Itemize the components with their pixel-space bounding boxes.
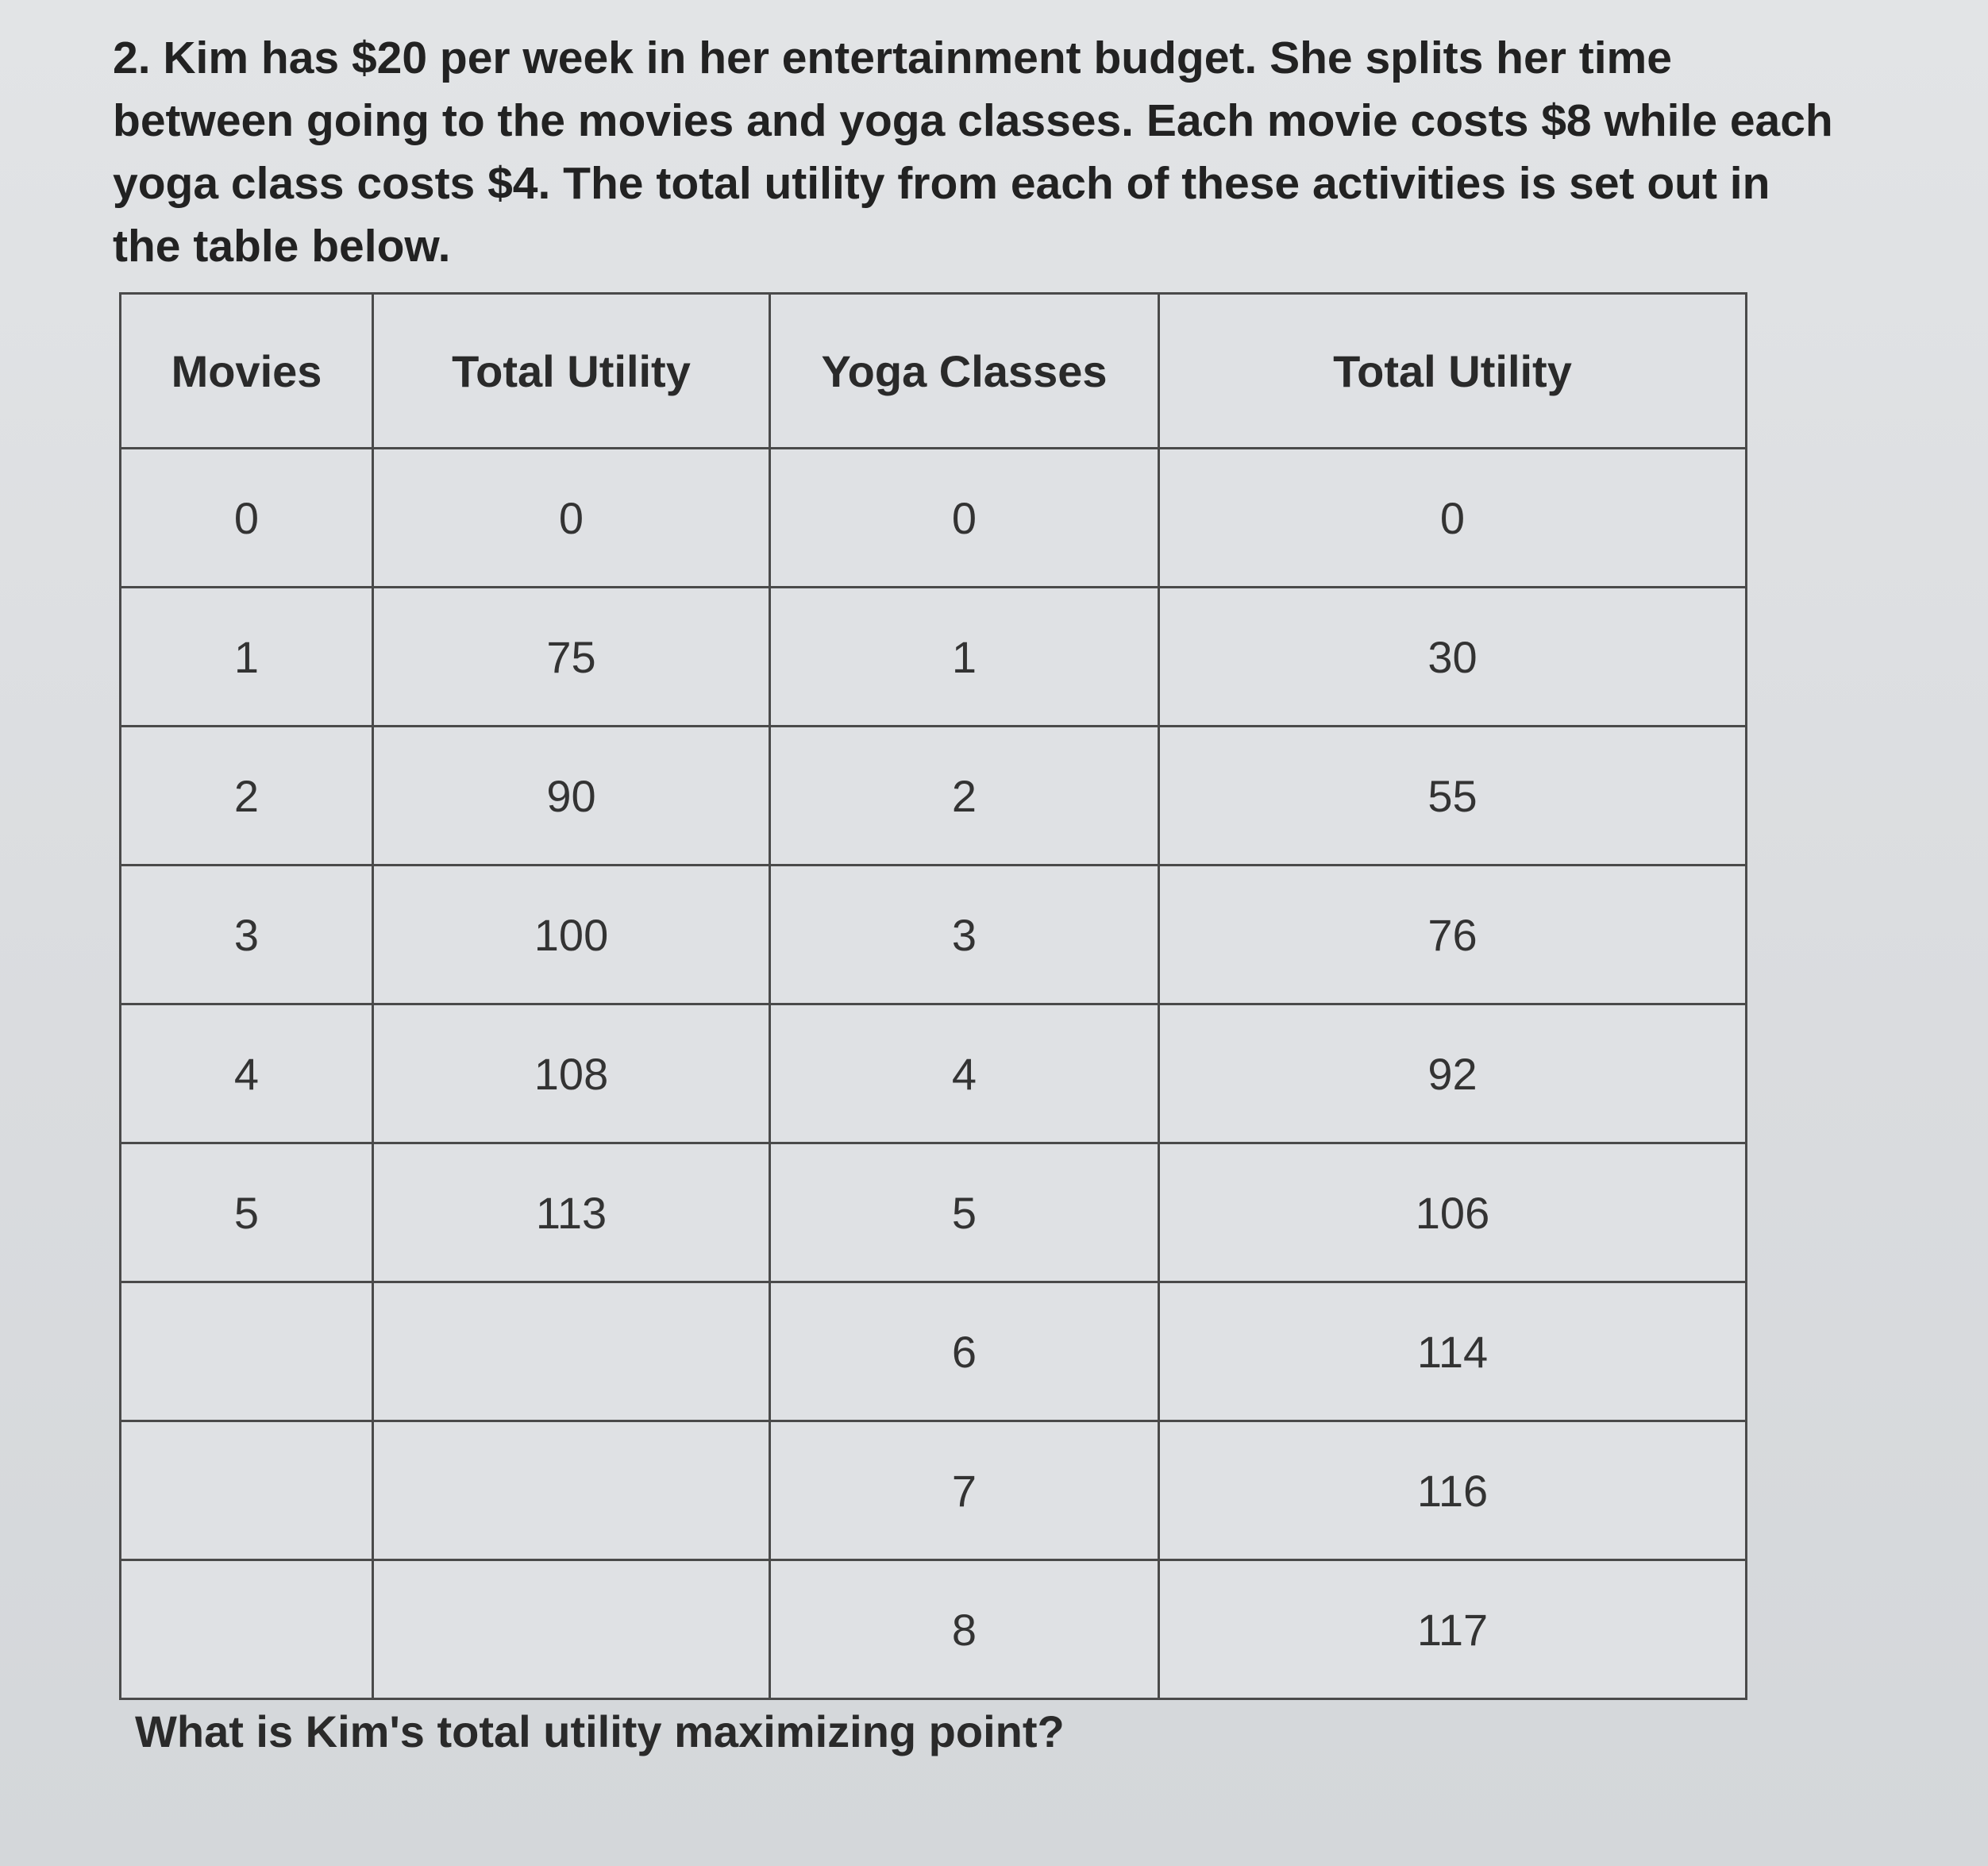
cell-movies-utility: 75 xyxy=(373,588,770,727)
header-yoga-total-utility: Total Utility xyxy=(1159,294,1747,449)
table-row xyxy=(121,588,1747,727)
followup-question: What is Kim's total utility maximizing point? xyxy=(135,1706,1065,1756)
cell-movies: 2 xyxy=(121,727,373,866)
table-row xyxy=(121,727,1747,866)
table-row xyxy=(121,1143,1747,1282)
table-row xyxy=(121,1421,1747,1560)
cell-movies: 5 xyxy=(121,1143,373,1282)
cell-movies-utility xyxy=(373,1421,770,1560)
cell-yoga: 7 xyxy=(770,1421,1159,1560)
cell-movies xyxy=(121,1421,373,1560)
table-row xyxy=(121,1560,1747,1699)
cell-yoga: 8 xyxy=(770,1560,1159,1699)
cell-movies: 0 xyxy=(121,449,373,588)
cell-yoga: 3 xyxy=(770,866,1159,1004)
cell-movies: 3 xyxy=(121,866,373,1004)
cell-movies-utility: 113 xyxy=(373,1143,770,1282)
cell-yoga-utility: 92 xyxy=(1159,1004,1747,1143)
header-yoga-classes: Yoga Classes xyxy=(770,294,1159,449)
cell-yoga: 1 xyxy=(770,588,1159,727)
cell-yoga-utility: 116 xyxy=(1159,1421,1747,1560)
table-row xyxy=(121,866,1747,1004)
cell-movies xyxy=(121,1560,373,1699)
cell-movies-utility: 100 xyxy=(373,866,770,1004)
utility-table xyxy=(119,292,1747,1700)
cell-yoga-utility: 0 xyxy=(1159,449,1747,588)
cell-yoga: 5 xyxy=(770,1143,1159,1282)
header-movies: Movies xyxy=(121,294,373,449)
cell-movies-utility xyxy=(373,1282,770,1421)
cell-yoga-utility: 30 xyxy=(1159,588,1747,727)
table-row xyxy=(121,449,1747,588)
cell-movies xyxy=(121,1282,373,1421)
cell-yoga: 4 xyxy=(770,1004,1159,1143)
cell-yoga-utility: 55 xyxy=(1159,727,1747,866)
cell-yoga-utility: 106 xyxy=(1159,1143,1747,1282)
cell-movies: 1 xyxy=(121,588,373,727)
table-row xyxy=(121,1004,1747,1143)
cell-movies-utility: 0 xyxy=(373,449,770,588)
cell-yoga: 0 xyxy=(770,449,1159,588)
table-header-row xyxy=(121,294,1747,449)
cell-yoga: 6 xyxy=(770,1282,1159,1421)
cell-yoga-utility: 117 xyxy=(1159,1560,1747,1699)
header-movies-total-utility: Total Utility xyxy=(373,294,770,449)
cell-movies-utility: 90 xyxy=(373,727,770,866)
cell-yoga-utility: 76 xyxy=(1159,866,1747,1004)
cell-movies-utility: 108 xyxy=(373,1004,770,1143)
cell-movies-utility xyxy=(373,1560,770,1699)
question-text: 2. Kim has $20 per week in her entertainment budget. She splits her time between going to the movies and yoga classes. Each movie costs $8 while each yoga class costs $4. The total utility from each of these activities is set out in the table below. xyxy=(113,33,1833,272)
cell-yoga-utility: 114 xyxy=(1159,1282,1747,1421)
table-row xyxy=(121,1282,1747,1421)
cell-movies: 4 xyxy=(121,1004,373,1143)
cell-yoga: 2 xyxy=(770,727,1159,866)
